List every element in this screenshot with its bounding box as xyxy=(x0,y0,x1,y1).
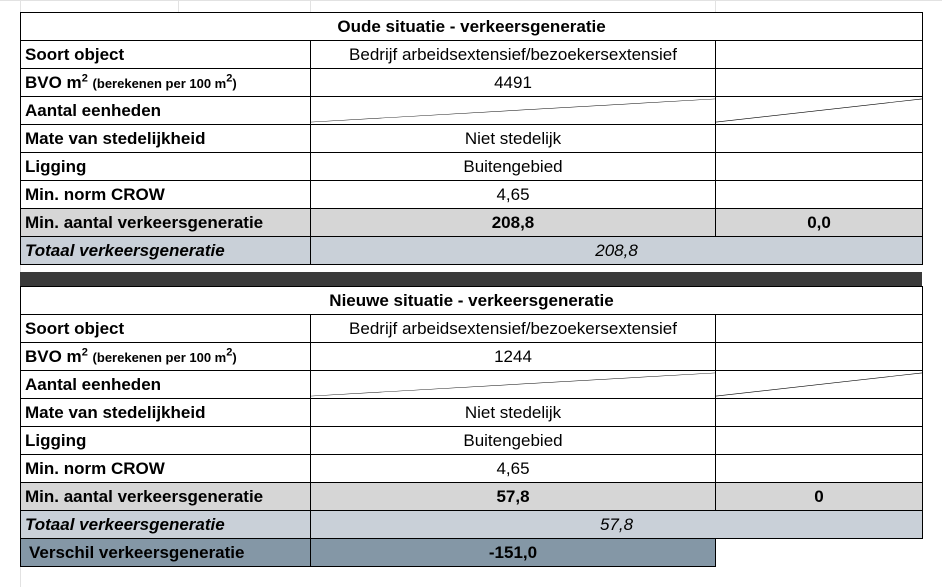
old-bvo-label[interactable] xyxy=(21,69,311,97)
section-divider xyxy=(20,272,922,286)
new-aantal-label[interactable]: Aantal eenheden xyxy=(21,371,311,399)
old-totaal-value[interactable]: 208,8 xyxy=(311,237,923,265)
new-totaal-value[interactable]: 57,8 xyxy=(311,511,923,539)
verschil-label[interactable]: Verschil verkeersgeneratie xyxy=(21,539,311,567)
gridline xyxy=(0,0,942,1)
new-soort-extra[interactable] xyxy=(716,315,923,343)
old-soort-extra[interactable] xyxy=(716,41,923,69)
old-bvo-value[interactable]: 4491 xyxy=(311,69,716,97)
old-min-value2[interactable]: 0,0 xyxy=(716,209,923,237)
old-soort-label[interactable]: Soort object xyxy=(21,41,311,69)
diagonal-line xyxy=(716,97,922,124)
new-ligging-value[interactable]: Buitengebied xyxy=(311,427,716,455)
new-min-value[interactable]: 57,8 xyxy=(311,483,716,511)
new-header: Nieuwe situatie - verkeersgeneratie xyxy=(21,287,923,315)
new-totaal-label[interactable]: Totaal verkeersgeneratie xyxy=(21,511,311,539)
old-soort-value[interactable]: Bedrijf arbeidsextensief/bezoekersextensief xyxy=(311,41,716,69)
bvo-main: BVO m xyxy=(25,72,82,92)
new-bvo-extra[interactable] xyxy=(716,343,923,371)
new-soort-label[interactable]: Soort object xyxy=(21,315,311,343)
old-ligging-extra[interactable] xyxy=(716,153,923,181)
bvo-sup: 2 xyxy=(81,71,88,84)
old-norm-extra[interactable] xyxy=(716,181,923,209)
new-norm-label[interactable]: Min. norm CROW xyxy=(21,455,311,483)
new-situation-table xyxy=(20,286,923,567)
old-mate-extra[interactable] xyxy=(716,125,923,153)
diagonal-line xyxy=(716,371,922,398)
bvo-note-end: ) xyxy=(232,349,237,365)
new-bvo-label[interactable] xyxy=(21,343,311,371)
bvo-main: BVO m xyxy=(25,346,82,366)
verschil-value[interactable]: -151,0 xyxy=(311,539,716,567)
old-min-value[interactable]: 208,8 xyxy=(311,209,716,237)
old-header: Oude situatie - verkeersgeneratie xyxy=(21,13,923,41)
gridline xyxy=(715,0,716,12)
new-mate-extra[interactable] xyxy=(716,399,923,427)
old-aantal-diag[interactable] xyxy=(311,97,716,125)
gridline xyxy=(178,0,179,12)
new-soort-value[interactable]: Bedrijf arbeidsextensief/bezoekersextensief xyxy=(311,315,716,343)
diagonal-line xyxy=(311,97,715,124)
bvo-note-sup: 2 xyxy=(226,345,233,358)
new-aantal-diag2[interactable] xyxy=(716,371,923,399)
new-aantal-diag[interactable] xyxy=(311,371,716,399)
old-ligging-value[interactable]: Buitengebied xyxy=(311,153,716,181)
gridline xyxy=(310,0,311,12)
new-min-value2[interactable]: 0 xyxy=(716,483,923,511)
bvo-note-end: ) xyxy=(232,75,237,91)
new-ligging-label[interactable]: Ligging xyxy=(21,427,311,455)
old-ligging-label[interactable]: Ligging xyxy=(21,153,311,181)
old-norm-label[interactable]: Min. norm CROW xyxy=(21,181,311,209)
old-aantal-label[interactable]: Aantal eenheden xyxy=(21,97,311,125)
old-bvo-extra[interactable] xyxy=(716,69,923,97)
new-min-label[interactable]: Min. aantal verkeersgeneratie xyxy=(21,483,311,511)
diagonal-line xyxy=(311,371,715,398)
old-situation-table xyxy=(20,12,923,265)
new-bvo-value[interactable]: 1244 xyxy=(311,343,716,371)
new-mate-label[interactable]: Mate van stedelijkheid xyxy=(21,399,311,427)
new-ligging-extra[interactable] xyxy=(716,427,923,455)
old-norm-value[interactable]: 4,65 xyxy=(311,181,716,209)
new-norm-value[interactable]: 4,65 xyxy=(311,455,716,483)
old-min-label[interactable]: Min. aantal verkeersgeneratie xyxy=(21,209,311,237)
new-norm-extra[interactable] xyxy=(716,455,923,483)
old-mate-label[interactable]: Mate van stedelijkheid xyxy=(21,125,311,153)
bvo-note-sup: 2 xyxy=(226,71,233,84)
old-totaal-label[interactable]: Totaal verkeersgeneratie xyxy=(21,237,311,265)
bvo-note: (berekenen per 100 m xyxy=(92,349,227,365)
verschil-empty[interactable] xyxy=(716,539,923,567)
new-mate-value[interactable]: Niet stedelijk xyxy=(311,399,716,427)
old-mate-value[interactable]: Niet stedelijk xyxy=(311,125,716,153)
bvo-sup: 2 xyxy=(81,345,88,358)
bvo-note: (berekenen per 100 m xyxy=(92,75,227,91)
old-aantal-diag2[interactable] xyxy=(716,97,923,125)
